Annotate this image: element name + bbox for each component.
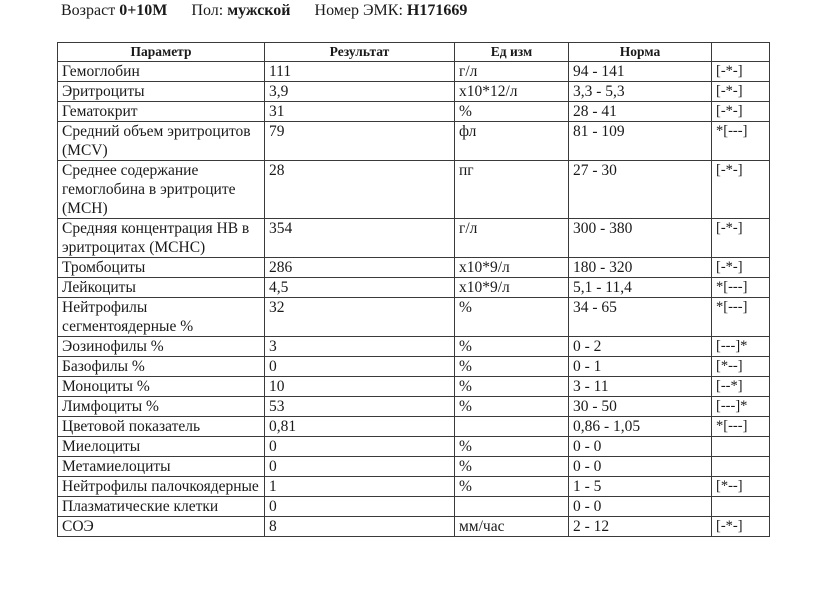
result-cell: 28 <box>265 161 455 219</box>
table-row <box>58 122 770 161</box>
param-cell: Гематокрит <box>58 102 265 122</box>
norm-cell: 180 - 320 <box>569 258 712 278</box>
patient-header <box>61 2 467 20</box>
norm-cell: 28 - 41 <box>569 102 712 122</box>
table-row <box>58 219 770 258</box>
norm-cell: 0 - 0 <box>569 497 712 517</box>
flag-cell: [-*-] <box>712 258 770 278</box>
norm-cell: 94 - 141 <box>569 62 712 82</box>
result-cell: 0 <box>265 457 455 477</box>
table-row <box>58 258 770 278</box>
param-cell: Плазматические клетки <box>58 497 265 517</box>
norm-cell: 5,1 - 11,4 <box>569 278 712 298</box>
param-cell: Эозинофилы % <box>58 337 265 357</box>
flag-cell: [-*-] <box>712 62 770 82</box>
flag-cell <box>712 497 770 517</box>
flag-cell <box>712 437 770 457</box>
unit-cell: x10*9/л <box>455 258 569 278</box>
param-cell: СОЭ <box>58 517 265 537</box>
result-cell: 31 <box>265 102 455 122</box>
flag-cell <box>712 457 770 477</box>
norm-cell: 0,86 - 1,05 <box>569 417 712 437</box>
norm-cell: 3 - 11 <box>569 377 712 397</box>
norm-cell: 1 - 5 <box>569 477 712 497</box>
unit-cell: фл <box>455 122 569 161</box>
emk-value: H171669 <box>406 2 468 19</box>
result-cell: 1 <box>265 477 455 497</box>
unit-cell: x10*12/л <box>455 82 569 102</box>
result-cell: 10 <box>265 377 455 397</box>
param-cell: Базофилы % <box>58 357 265 377</box>
norm-cell: 0 - 2 <box>569 337 712 357</box>
table-row <box>58 417 770 437</box>
table-row <box>58 437 770 457</box>
norm-cell: 0 - 0 <box>569 437 712 457</box>
flag-cell: *[---] <box>712 417 770 437</box>
norm-cell: 2 - 12 <box>569 517 712 537</box>
result-cell: 32 <box>265 298 455 337</box>
table-row <box>58 102 770 122</box>
norm-cell: 34 - 65 <box>569 298 712 337</box>
param-cell: Цветовой показатель <box>58 417 265 437</box>
param-cell: Миелоциты <box>58 437 265 457</box>
flag-cell: [--*] <box>712 377 770 397</box>
table-row <box>58 497 770 517</box>
param-cell: Метамиелоциты <box>58 457 265 477</box>
flag-cell: [-*-] <box>712 102 770 122</box>
unit-cell: % <box>455 357 569 377</box>
unit-cell: г/л <box>455 219 569 258</box>
table-row <box>58 278 770 298</box>
results-table <box>57 42 770 537</box>
unit-cell: % <box>455 477 569 497</box>
result-cell: 111 <box>265 62 455 82</box>
result-cell: 286 <box>265 258 455 278</box>
norm-cell: 0 - 1 <box>569 357 712 377</box>
unit-cell: % <box>455 102 569 122</box>
param-cell: Моноциты % <box>58 377 265 397</box>
column-header-flag <box>712 43 770 62</box>
param-cell: Эритроциты <box>58 82 265 102</box>
table-row <box>58 397 770 417</box>
table-row <box>58 517 770 537</box>
unit-cell: % <box>455 397 569 417</box>
param-cell: Гемоглобин <box>58 62 265 82</box>
result-cell: 0,81 <box>265 417 455 437</box>
norm-cell: 0 - 0 <box>569 457 712 477</box>
result-cell: 354 <box>265 219 455 258</box>
unit-cell: мм/час <box>455 517 569 537</box>
table-row <box>58 62 770 82</box>
flag-cell: [*--] <box>712 357 770 377</box>
results-body <box>58 62 770 537</box>
table-row <box>58 337 770 357</box>
param-cell: Лейкоциты <box>58 278 265 298</box>
age-label: Возраст <box>61 2 116 19</box>
table-row <box>58 298 770 337</box>
unit-cell: пг <box>455 161 569 219</box>
table-row <box>58 82 770 102</box>
unit-cell: % <box>455 298 569 337</box>
result-cell: 0 <box>265 437 455 457</box>
flag-cell: [*--] <box>712 477 770 497</box>
result-cell: 4,5 <box>265 278 455 298</box>
result-cell: 3 <box>265 337 455 357</box>
norm-cell: 81 - 109 <box>569 122 712 161</box>
flag-cell: *[---] <box>712 298 770 337</box>
param-cell: Нейтрофилы сегментоядерные % <box>58 298 265 337</box>
param-cell: Средняя концентрация НВ в эритроцитах (МСНС) <box>58 219 265 258</box>
unit-cell: % <box>455 457 569 477</box>
param-cell: Среднее содержание гемоглобина в эритроците (МСН) <box>58 161 265 219</box>
table-row <box>58 357 770 377</box>
result-cell: 79 <box>265 122 455 161</box>
table-row <box>58 457 770 477</box>
age-value: 0+10М <box>119 2 168 19</box>
result-cell: 8 <box>265 517 455 537</box>
result-cell: 53 <box>265 397 455 417</box>
flag-cell: [---]* <box>712 397 770 417</box>
result-cell: 3,9 <box>265 82 455 102</box>
table-header-row <box>58 43 770 62</box>
table-row <box>58 477 770 497</box>
norm-cell: 3,3 - 5,3 <box>569 82 712 102</box>
norm-cell: 300 - 380 <box>569 219 712 258</box>
flag-cell: [-*-] <box>712 219 770 258</box>
emk-label: Номер ЭМК: <box>314 2 403 19</box>
flag-cell: *[---] <box>712 122 770 161</box>
param-cell: Тромбоциты <box>58 258 265 278</box>
column-header-result: Результат <box>265 43 455 62</box>
param-cell: Средний объем эритроцитов (MCV) <box>58 122 265 161</box>
flag-cell: [-*-] <box>712 517 770 537</box>
unit-cell: x10*9/л <box>455 278 569 298</box>
unit-cell <box>455 497 569 517</box>
flag-cell: [-*-] <box>712 82 770 102</box>
unit-cell: % <box>455 337 569 357</box>
table-row <box>58 161 770 219</box>
param-cell: Нейтрофилы палочкоядерные <box>58 477 265 497</box>
column-header-param: Параметр <box>58 43 265 62</box>
result-cell: 0 <box>265 497 455 517</box>
table-row <box>58 377 770 397</box>
column-header-norm: Норма <box>569 43 712 62</box>
unit-cell: г/л <box>455 62 569 82</box>
unit-cell: % <box>455 377 569 397</box>
flag-cell: *[---] <box>712 278 770 298</box>
sex-value: мужской <box>227 2 291 19</box>
norm-cell: 27 - 30 <box>569 161 712 219</box>
sex-label: Пол: <box>191 2 224 19</box>
param-cell: Лимфоциты % <box>58 397 265 417</box>
column-header-unit: Ед изм <box>455 43 569 62</box>
norm-cell: 30 - 50 <box>569 397 712 417</box>
flag-cell: [-*-] <box>712 161 770 219</box>
flag-cell: [---]* <box>712 337 770 357</box>
result-cell: 0 <box>265 357 455 377</box>
unit-cell <box>455 417 569 437</box>
unit-cell: % <box>455 437 569 457</box>
